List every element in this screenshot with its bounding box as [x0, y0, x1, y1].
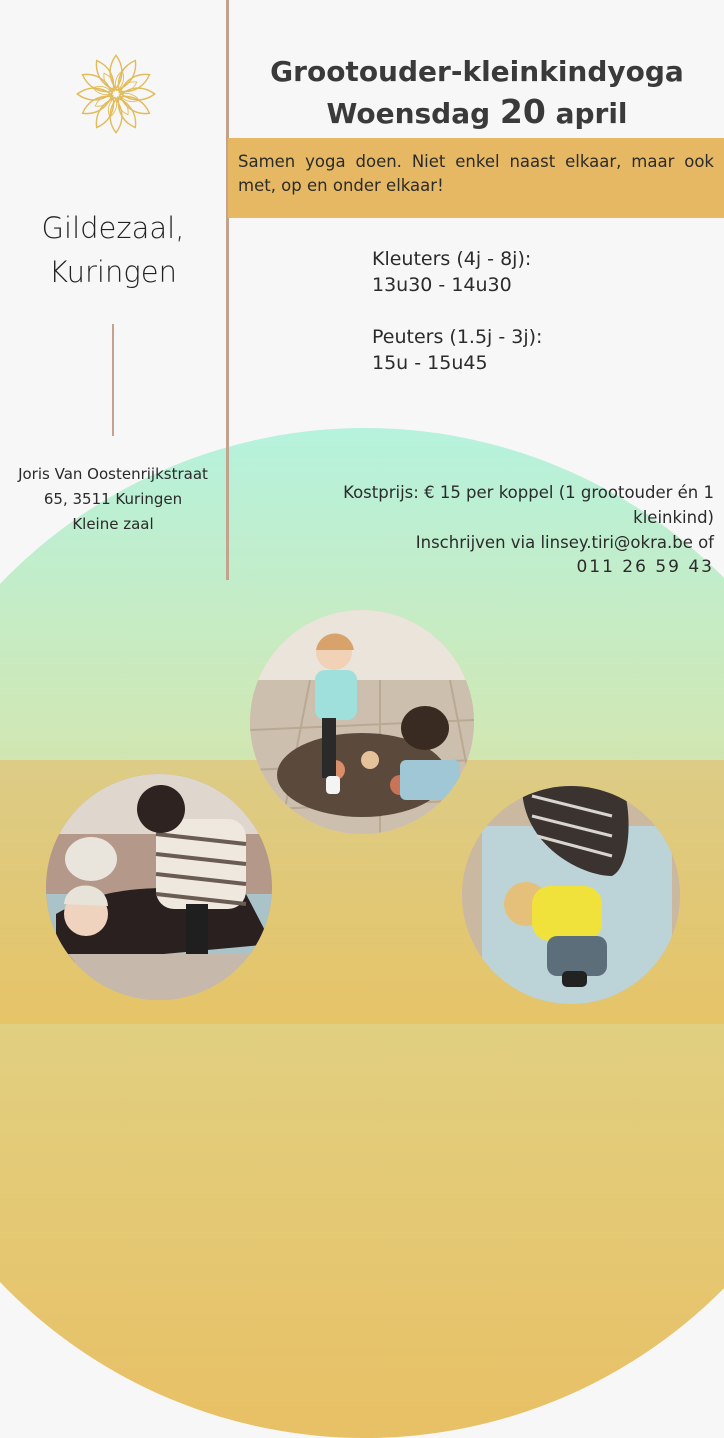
- session-group: Kleuters (4j - 8j):: [372, 248, 532, 270]
- photo-child-on-grandparent: [46, 774, 272, 1000]
- vertical-divider: [226, 0, 229, 580]
- title-line-2: [232, 92, 722, 134]
- session-kleuters: [372, 246, 542, 298]
- venue-line-1: Gildezaal,: [41, 211, 185, 245]
- phone-number: 011 26 59 43: [576, 557, 714, 577]
- address-city: 65, 3511 Kuringen: [43, 490, 183, 508]
- title-day-number: 20: [499, 92, 546, 131]
- practical-info: [262, 480, 714, 580]
- registration-line: Inschrijven via linsey.tiri@okra.be of: [415, 533, 714, 552]
- title-weekday: Woensdag: [326, 97, 500, 130]
- session-list: [372, 246, 542, 402]
- address: [0, 462, 226, 537]
- address-street: Joris Van Oostenrijkstraat: [18, 465, 208, 483]
- lotus-flower-icon: [72, 50, 160, 138]
- title-month: april: [545, 97, 628, 130]
- price-line-1: Kostprijs: € 15 per koppel (1 grootouder én 1: [343, 483, 714, 502]
- page-title: [232, 52, 722, 134]
- session-time: 13u30 - 14u30: [372, 274, 512, 296]
- intro-banner: [228, 138, 724, 218]
- price-line-2: kleinkind): [633, 508, 714, 527]
- photo-child-under-grandparent: [462, 786, 680, 1004]
- session-group: Peuters (1.5j - 3j):: [372, 326, 543, 348]
- address-room: Kleine zaal: [72, 515, 154, 533]
- photo-child-on-back: [250, 610, 474, 834]
- title-line-1: Grootouder-kleinkindyoga: [270, 55, 684, 88]
- intro-text: Samen yoga doen. Niet enkel naast elkaar, maar ook met, op en onder elkaar!: [238, 152, 714, 195]
- short-divider: [112, 324, 114, 436]
- venue-line-2: Kuringen: [49, 255, 177, 289]
- session-time: 15u - 15u45: [372, 352, 488, 374]
- session-peuters: [372, 324, 542, 376]
- venue-name: [0, 206, 226, 294]
